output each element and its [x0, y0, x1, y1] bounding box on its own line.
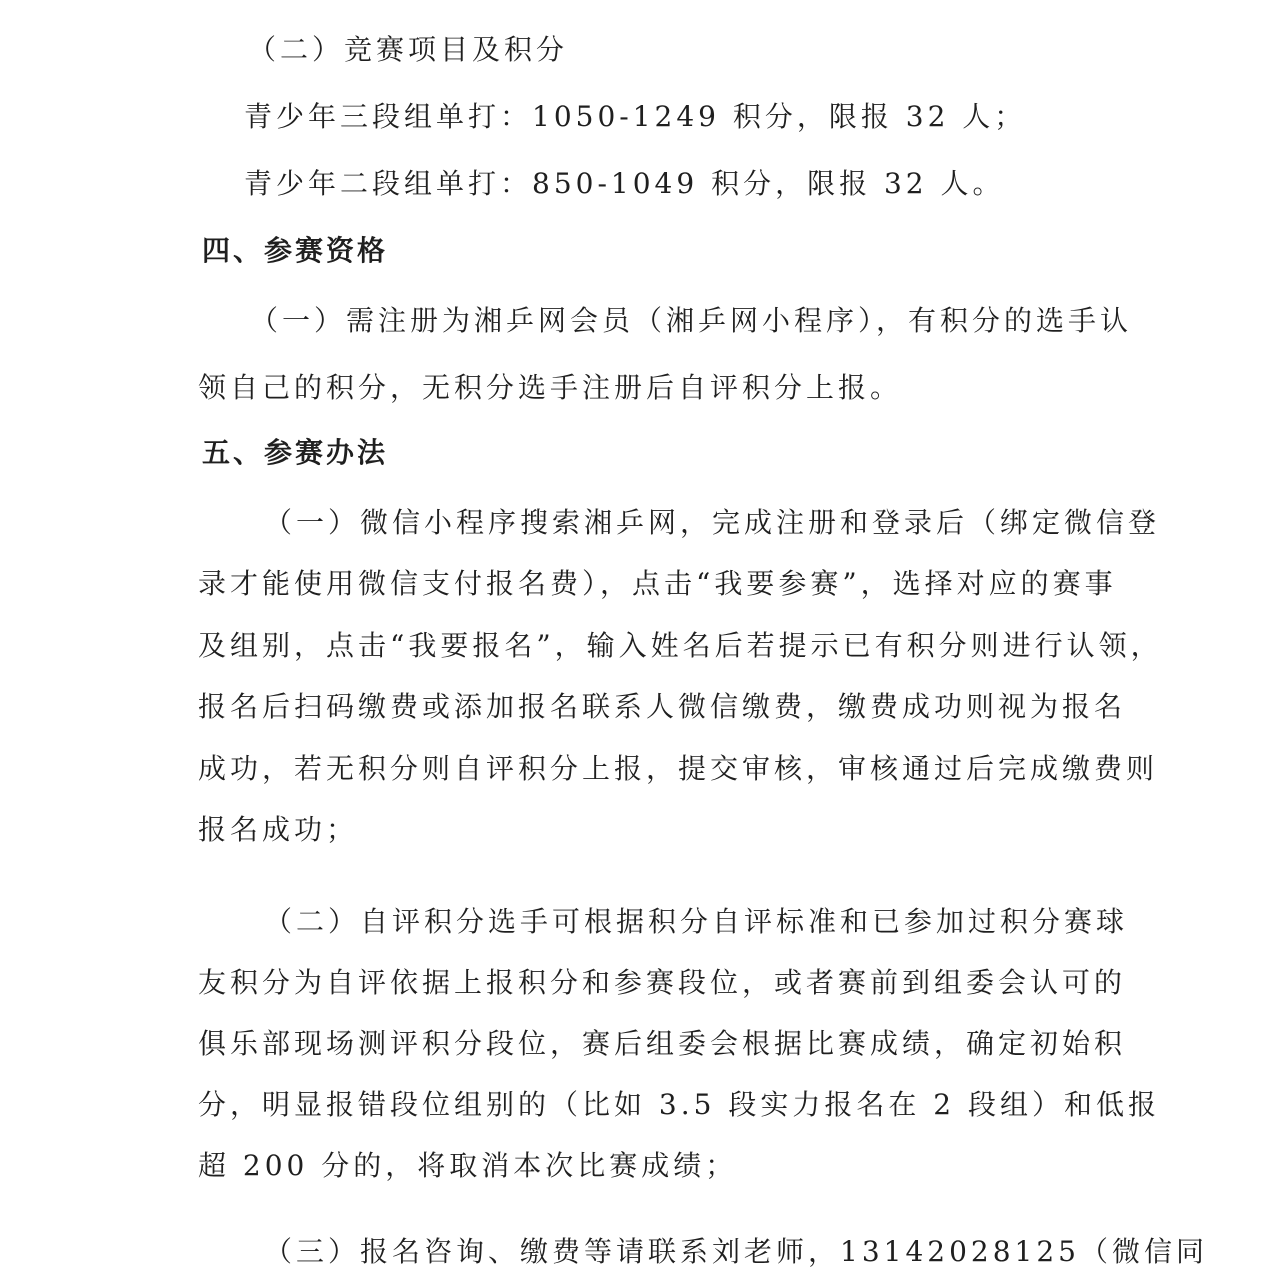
section5-para1-line: 报名成功； — [198, 813, 359, 846]
event-item-2dan: 青少年二段组单打：850-1049 积分，限报 32 人。 — [244, 167, 1005, 200]
event-item-3dan: 青少年三段组单打：1050-1249 积分，限报 32 人； — [244, 100, 1027, 133]
section3-sub2-title: （二）竞赛项目及积分 — [248, 33, 569, 66]
section5-heading: 五、参赛办法 — [202, 436, 389, 469]
section5-para1-line: 成功，若无积分则自评积分上报，提交审核，审核通过后完成缴费则 — [198, 752, 1159, 785]
section5-para1-line: 录才能使用微信支付报名费），点击“我要参赛”，选择对应的赛事 — [198, 567, 1117, 600]
section5-para2-line: 俱乐部现场测评积分段位，赛后组委会根据比赛成绩，确定初始积 — [198, 1027, 1127, 1060]
section5-para1-line: 及组别，点击“我要报名”，输入姓名后若提示已有积分则进行认领， — [198, 629, 1163, 662]
section5-para1-line: （一）微信小程序搜索湘乒网，完成注册和登录后（绑定微信登 — [264, 506, 1161, 539]
section5-para2-line: 超 200 分的，将取消本次比赛成绩； — [198, 1149, 738, 1182]
section4-para1-line: （一）需注册为湘乒网会员（湘乒网小程序），有积分的选手认 — [250, 304, 1133, 337]
section5-para2-line: （二）自评积分选手可根据积分自评标准和已参加过积分赛球 — [264, 905, 1129, 938]
section5-para2-line: 友积分为自评依据上报积分和参赛段位，或者赛前到组委会认可的 — [198, 966, 1127, 999]
section5-para3-line: （三）报名咨询、缴费等请联系刘老师，13142028125（微信同 — [264, 1235, 1208, 1268]
section5-para2-line: 分，明显报错段位组别的（比如 3.5 段实力报名在 2 段组）和低报 — [198, 1088, 1160, 1121]
section5-para1-line: 报名后扫码缴费或添加报名联系人微信缴费，缴费成功则视为报名 — [198, 690, 1127, 723]
section4-heading: 四、参赛资格 — [202, 234, 389, 267]
section4-para1-line: 领自己的积分，无积分选手注册后自评积分上报。 — [198, 371, 903, 404]
